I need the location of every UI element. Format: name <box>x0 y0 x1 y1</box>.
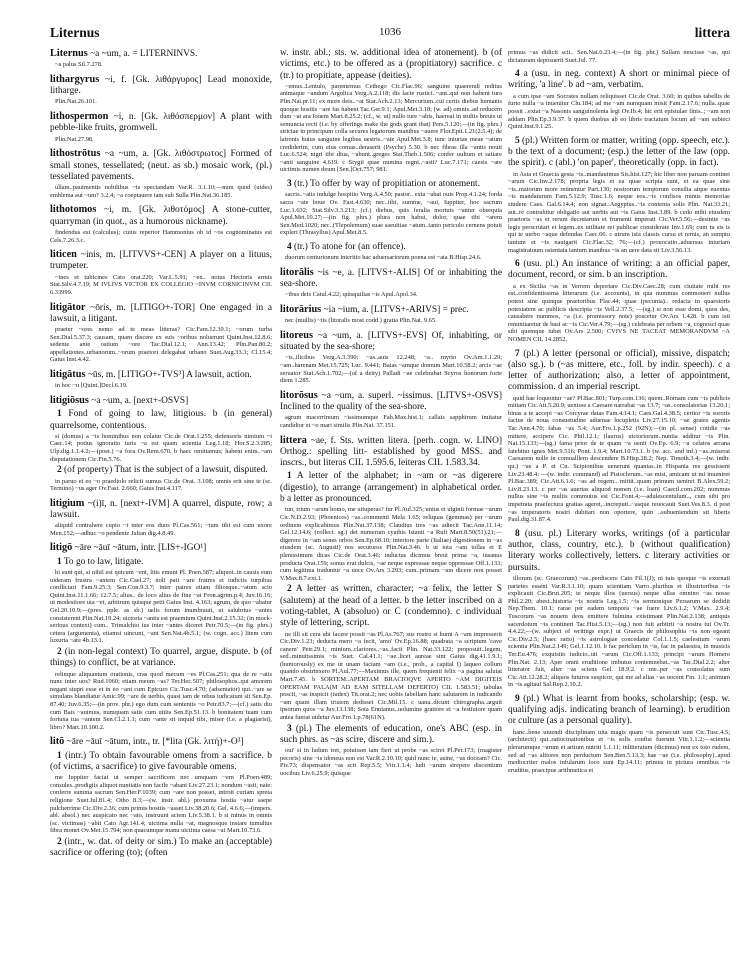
entry-definition: litorōsus ~a ~um, a. superl. ~issimus. [LITVS+-OSVS] Inclined to the quality of the sea-shore. <box>280 389 502 413</box>
sense-block <box>280 242 502 262</box>
citations: quid hae loquontur ~ae? Pl.Bac.801; Turp.com.136; quem..Romam cum ~is publicis mittam Cic.Att.5.20.9; uenisse a Caesare narrabat ~as 13.7; ~as..consolatorias 13.20.1; binas a te accepi ~as Corcyrae datas Fam.4.14.1; Caes.Gal.4.38.5; certior ~is sororis factus de noua consuetudine aduenae locupletis Liv.27.15.10; ~ae grates agentis Tac.Ann.4.70; fabas ~as 5.4; Aur.Fro.1.p.252 (92N);—(in pl. sense) cotidie ~as mittere, accipere Cic. Phil.12.1; (laurus) uictoriorum..nuntia additur ~is Plin. Nat.15.133;—(sg.) fama prior de te quam ~a uenit Ov.Ep. 6.9; ~a celatos arcana fatebitur ignes Met.9.516; Pont. 1.9.4; Mart.10.73.1. b (w. acc. and inf.) ~as..miserat Caesarem nolle in comualllem descendere B.Hisp.28.2; Nep. Timoth.3.4;—(w. indir. qu.) ~ae a P. et Cn. Scipionibus uenerunt quantas..in Hispania res gessissent Liv.23.48.4; —(w. indir. command) ad Pistoclerum..~as misi, amicam ut mi inueniret Pl.Bac.389; Cic.Att.6.1.6; ~as ad regem.. mittit..quam primum ueniret B.Alex.59.2; Liv.8.23.13. c per ~as auertas aliquod nomen (i.e. loan) Caecil.com.202; nummus nullus sine ~is multis commutus est Cic.Font.4;—adulescentulum.., cum sibi pro impetrata praefectura gratias ageret,..increpuit..~asque reuocauit Suet.Ves.8.3. d post ~as imperatoris nostri dubitari non oportere, quin ..subueniendum sit liberis Paul.dig.31.87.4. <box>508 394 730 524</box>
citations: a ex Sicilia ~as in Verrem deportare Cic.Div.Caec.28; cum ciuitate mihi res est..confidentissima litterarum (i.e. accounts), in qua nummus commoueri nullus potest sine quinque praetoribus Flac.44; quae (pecunia).. redacta in quaestoris potestatem ac publicis descripta ~is Vell.2.37.5; —(sg.) si non esse domi, quos des, causabere nummos, ~a (i.e. promissory note) poscetur Ov.Ars 1.428. b cum isti renuntiaretur de basi ac ~is Cic.Ver.4.79;—(sg.) celebrata per orbem ~a, cognosci quae sibi quemque iubet Ov.Ars 2.500; CVIVS NE TACEAT MEMORANDVM ~A NOMEN CIL 14.2852. <box>508 282 730 343</box>
sense-number: 2 <box>57 837 62 847</box>
column-2 <box>280 48 502 953</box>
dictionary-entry <box>50 736 272 859</box>
sense-definition: 2 (intr., w. dat. of deity or sim.) To make an (acceptable) sacrifice or offering (to); (often <box>50 837 272 859</box>
headword: litigātor <box>50 301 86 313</box>
citations: hi sunt qui, si nihil est quicum ~ent, litis emunt Pl. Poen.587; aliquot..in causis eum uideram frustra ~antem Cic.Cael.27; noli pati ~are fratres et iudiciis turpibus conflictari Fam.9.25.3; Sen.Con.9.3.7; inter patres etiam filiosque..~atum scio Quint.Inst.11.1.66; 12.7.5; alius.. de loco alius de fine ~at Fron.agrim.p.4; Juv.16.16; ut modestiore uia ~et, arbitrum quisque petit Gaius Inst. 4.163; agrum, de quo ~abatur Gel.20.10.9;—(pres. pple. as sb.) uelis forum inumbrauit, ut salubrius ~antes consisterent Plin.Nat.19.24; uictoria ~antis est praemium Quint.Inst.2.15.32; (in mock-serious context) cum.. Trimalchio ius inter ~antes diceret Petr.70.5;—(in fig. phrs.) cetera (argumenta), etiamsi uincunt, ~ant Sen.Nat.4b.5.1; (w. cogn. acc.) litem cum luxuria ~are 4b.13.1. <box>50 569 272 645</box>
entry-continuation <box>508 49 730 64</box>
citations: ~a palus Sil.7.278. <box>55 61 103 69</box>
sense-block <box>508 136 730 254</box>
dictionary-entry <box>50 111 272 143</box>
headword: litō <box>50 736 65 748</box>
dictionary-entry <box>50 249 272 296</box>
sense-block <box>508 694 730 774</box>
sense-block <box>508 529 730 689</box>
citations: sacris..~atis indulge hospitio Verg.A.4.50; pastor.. exta ~abat ouis Prop.4.1.24; forda sacra ~ate boue Ov. Fast.4.630; nec..tibi, summe, ~aui, Iuppiter, hoc sacrum Luc.1.632; Stat.Silv.3.3.213; (cf.) diebus, quis feralia mortuis ~antur obsequia Apul.Met.10.27;—(in fig. phrs.) plura non habui, dolor, quae tibi ~arem Sen.Med.1020; nec..(Tlepolemum) suae saeuitiae ~atum..tanto periculo cernens potuit expleri (Thrasyllus) Apul.Met.8.5. <box>280 191 502 237</box>
sense-number: 3 <box>287 179 292 190</box>
dictionary-entry <box>50 542 272 731</box>
citations: me Iuppiter faciat ut semper sacrificem nec umquam ~em Pl.Poen.489; consules..prodigiis aliquot nuntiatis non facile ~abant Liv.27.23.1; nondum ~asti, nate: conferre summa sacrum Sen.Her.F.1039; cum ~are non posset, introit curiam spreta religione Suet.Jul.81.4; Otho 8.3;—(w. instr. abl.) proxuma hostia ~atur saepe pulcherrime Cic.Div.2.36; cum primis hostiis ~asset Liv.38.20.6; Gel. 4.6.6;—(impers. abl. absol.) nec auspicato nec ~ato, instruunt aciem Liv.5.38.1. b si minus in omnis (sc. victimas) ~abit Cato Agr.141.4; uictima nulla ~at, magnosque instare tumultus fibra monet Ov.Met.15.794; non quacumque manu uictima caesa ~at Mart.10.73.6. <box>50 774 272 835</box>
sense-definition: 1 To go to law, litigate. <box>57 556 144 567</box>
dictionary-entry <box>50 498 272 538</box>
entry-definition: litigium ~(i)ī, n. [next+-IVM] A quarrel, dispute, row; a lawsuit. <box>50 497 272 520</box>
entry-definition: litigātus ~ūs, m. [LITIGO+-TVS³] A lawsuit, action. <box>50 369 252 381</box>
citations: ~ines et tubicines Cato orat.220; Var.L.5.91; ~en.. notus Hectoris armis Stat.Silv.4.7.19; M IVLIVS VICTOR EX COLLEGIO ~INVM CORNICINVM CIL 6.33999. <box>50 273 272 296</box>
headword: litorālis <box>280 266 314 278</box>
sense-definition: 2 (of property) That is the subject of a lawsuit, disputed. <box>57 465 268 476</box>
headword: Liternus <box>50 48 88 59</box>
headword: lithargyrus <box>50 73 100 85</box>
citations: hanc..bene uiuendi disciplinam uita magis quam ~is persecuti sunt Cic.Tusc.4.5; (architecti) qui..ratiocinationibus et ~is solis confisi fuerunt Vitr.1.1.2;—scientia plerarumque ~arum et artium nutriti 1.1.11; inlitteratum (dicimus) non ex toto rudem, sed ad ~as altiores non perductum Sen.Ben.5.13.3; hae ~ae (i.e. philosophy)..apud mediocriter malos infularum loco sunt Ep.14.11; primus in pictura omnibus ~is eruditus, praecipue arithmetica et <box>508 728 730 774</box>
entry-definition: liticen ~inis, m. [LITVVS+-CEN] A player on a lituus, trumpeter. <box>50 249 272 272</box>
dictionary-entry <box>50 204 272 244</box>
citations: findendus est (calculus); cuius reperior Hammonius ob id ~os cognominatus est Cels.7.26.3.c. <box>50 228 272 244</box>
dictionary-entry <box>50 48 272 69</box>
entry-definition: litō ~āre ~āuī ~ātum, intr., tr. [*lita (Gk. λιτή)+-O³] <box>50 736 244 748</box>
citations: nec (mullis) ~iis (litoralis most codd.) gratia Plin.Nat. 9.65. <box>285 317 437 325</box>
sense-number: 1 <box>287 471 292 482</box>
sense-definition: 9 (pl.) What is learnt from books, scholarship; (esp. w. qualifying adjs. indicating branch of learning). b erudition or culture (as a personal quality). <box>508 693 730 727</box>
citations: in paruo et eo ~o praediolo relicti sumus Cic.de Orat. 3.108; omnis erit sine te (sc. Termino) ~us ager Ov.Fast. 2.660; Gaius Inst.4.117. <box>50 477 272 493</box>
headword: litigiōsus <box>50 394 89 406</box>
dictionary-entry <box>50 369 272 390</box>
entry-definition: lithostrōtus ~a ~um, a. [Gk. λιθόστρωτος] Formed of small stones, tessellated; (neut. as sb.) mosaic work, (pl.) tessellated pavements. <box>50 148 272 182</box>
headword: litorōsus <box>280 389 318 401</box>
sense-block <box>508 69 730 131</box>
entry-definition: litorārius ~ia ~ium, a. [LITVS+-ARIVS] = prec. <box>280 303 469 315</box>
running-head-last-word: littera <box>694 25 730 40</box>
entry-definition: litigiōsus ~a ~um, a. [next+-OSVS] <box>50 394 189 406</box>
sense-block <box>508 259 730 343</box>
citations: tun, trium ~arum homo, me uituperas? fur Pl.Aul.325; unius et uiginti formae ~arum Cic.N.D.2.93; (Phoenices) ~as..commenti Mela 1.65; reliquas (gemmas) per ~arum ordinem explicabimus Plin.Nat.37.138; Claudius tres ~as adiecit Tac.Ann.11.14; Gel.12.14.6; (collect. sg.) det numerum cyathis Istanti ~a Rufi Mart.8.50(51).21;—digerere in ~am senes orbos Sen.Ep.68.10; interiore parte (Italiae) digestionem in ~as eiusdem (sc. Augusti) nos secuturos Plin.Nat.3.46. b ut iota ~am tollas et E plenissimum dicas Cic.de Orat.3.46; inductus dicimus breui prima ~a, insanus producta Orat.159; sonus erat dulcis, ~ae neque expressae neque oppressae Off.1.133; cum legitima traduntur ~a uoce Ov.Ars 3.293; cum..primam ~am dicere non posset V.Max.8.7.ext.1. <box>280 506 502 582</box>
entry-definition: Liternus ~a ~um, a. = LITERNINVS. <box>50 48 198 59</box>
citations: in Asia et Graecia gesta ~is..mandauimus Sis.hist.127; hic liber non paruam continet ~arum Cic.Inv.2.178; propria legis et ea quae scripta sunt, et ea quae sine ~is..maiorum more retinentur Part.130; nostrorum temporum consilia atque euentus ~is mandaturum Fam.5.12.9; Tusc.1.6; neque eos..~is confisos minus memoriae studere Caes. Gal.6.14.4; non signat..Aegyptus..~is contenta solis Plin. Nat.33.21; aut..re contrahitur obligatio aut uerbis aut ~is Gaius Inst.3.89. b cedo mihi eiusdem praetoris ~as et rerum decretarum et frumenti imperati Cic.Ver.5.56;—desinite ~as legis perscrutari et legem..ex utilitate rei publicae considerate Inv.1.69; cum tu sis is qui te uerbo ~aque defendas Caec.66. c utrum ista classis cursu et remis, an sumptu tantum et ~is nauigarit Cic.Flac.32; 76;—(cf.) prouocatio..aduersus iniuriam magistratuum ostentata tantum inanibus ~is an uere data sit Liv.3.56.13. <box>508 170 730 254</box>
sense-definition: 1 A letter of the alphabet; in ~am or ~as digerere (digestio), to arrange (arrangement) in alphabetical order. b a letter as pronounced. <box>280 471 502 505</box>
sense-number: 2 <box>57 647 62 658</box>
dictionary-entry <box>280 330 502 385</box>
citations: in hoc ~u [Quint.]Decl.6.19. <box>55 382 128 390</box>
citations: ullam..pauimentis nobilibus ~is spectandam Var.R. 3.1.10;—num quod (uides) emblema aut ~um? 3.2.4; ~a coeptauere iam sub Sulla Plin.Nat.36.185. <box>50 184 272 199</box>
citations: si (domus) a ~is hominibus non colatur Cic.de Orat.1.255; defensoris nimium ~i Caec.14; potius ignoratio iuris ~a est quam scientia Leg.1.18; Hor.S.2.3.285; Ulp.dig.1.1.4.2;—(poet.) ~a fora Ov.Rem.670. b haec omittamus; habent enim..~am disputationem Cic.Fin.5.76. <box>50 432 272 463</box>
entry-definition: litorālis ~is ~e, a. [LITVS+-ALIS] Of or inhabiting the sea-shore. <box>280 266 502 290</box>
citations: relinque aliquantum orationis, cras quod mecum ~es Pl.Cas.251; qua de re ~atis nunc inter uos? Rud.1060; etiam meum ~as? Ter.Hec.507; philosophos..qui amorem negant stupri esse et in eo ~ant cum Epicuro Cic.Tusc.4.70; (adsentator) qui..~are se simulans blandiatur Amic.99; ~are de uerbis, quasi iam de rebus iudicatum sit Sen.Ep. 87.40; Juv.6.35;—(in prov. phr.) ego dum cum sententis ~o Petr.83.7;—(cf.) satis diu cum Bais ~auimus, numquam satis cum uitiis Sen.Ep.51.13. b bonitatem tuam cum fortuna tua ~antem Sen.Cl.2.1.1; cum ~ante sit inquid tibi, miser (i.e. a plagiarist), libro? Mart.10.100.2. <box>50 670 272 731</box>
citations: primus ~as didicit scit.. Sen.Nat.6.23.4;—(in fig. phr.) Sullam nescisse ~as, qui dictaturam deposuerit Suet.Jul. 77. <box>508 49 730 64</box>
headword: litoreus <box>280 329 313 341</box>
entry-definition: lithargyrus ~i, f. [Gk. λιθάργυρος] Lead monoxide, litharge. <box>50 73 272 97</box>
dictionary-entry <box>50 148 272 199</box>
running-head-first-word: Liternus <box>50 25 100 40</box>
entry-definition: litigō ~āre ~āuī ~ātum, intr. [LIS+-IGO¹] <box>50 542 207 554</box>
sense-definition: 5 (pl.) Written form or matter, writing (opp. speech, etc.). b the text of a document; (esp.) the letter of the law (opp. the spirit). c (abl.) 'on paper', theoretically (opp. in fact). <box>508 135 730 169</box>
sense-definition: 1 Fond of going to law, litigious. b (in general) quarrelsome, contentious. <box>50 409 272 431</box>
sense-number: 7 <box>515 348 520 359</box>
headword: litigō <box>50 542 73 554</box>
sense-number: 1 <box>57 409 62 420</box>
entry-continuation <box>280 48 502 174</box>
sense-block <box>280 179 502 237</box>
headword: lithotomos <box>50 204 97 216</box>
sense-definition: 2 A letter as written, character; ~a felix, the letter S (salutem) at the head of a letter. b the letter inscribed on a voting-tablet, A (absoluo) or C (condemno). c individual style of lettering, script. <box>280 584 502 629</box>
sense-definition: 3 (pl.) The elements of education, one's ABC (esp. in such phrs. as ~as scire, discere and sim.). <box>280 723 502 745</box>
citations: ~is..ilicibus Verg.A.3.390; ~as..auis 12.248; ~a.. myrto Ov.Am.1.1.29; ~am..harenam Met.15.725; Luc. 9.441; Baias ~amque domum Mart.10.58.2; arcis ~ae seruator Stat.Ach.1.702;—(of a deity) Palladi ~ae celebrabat Scyros honorum forte diem 1.285. <box>280 354 502 385</box>
column-1 <box>50 48 272 953</box>
sense-number: 8 <box>515 528 520 539</box>
citations: illorum (sc. Graecorum) ~as..perdiscere Cato Fil.1(J); ni tuis quoque ~is exornati parietes essent Var.R.3.1.10; quam scientiam Varro..pluribus et illustrioribus ~is explicauit Cic.Brut.205; te neque illos (uersus) neque ullas omnino ~as nosse Phil.2.20; abest..historia ~is nostris Leg.1.5; ~is sermonique Persarum se dedidit Nep.Them. 10.1; rarae per eadem tempora ~ae fuere Liv.6.1.2; V.Max. 2.9.4; Tuscorum ~as nouem deos emittere fulmina existimant Plin.Nat.2.138; antiquis sacerdotum ~is contineri Tac.Hist.5.13;—(sg.) non fuit arbitrii ~a nostra tui Ov.Tr. 4.4.22;—(w. subject of writings expr.) ut Graecis de philosophia ~is non egeant Cic.Div.2.5; (haec ratio) ~is astrologiae concedatur Col.1.1.5; caelestium ~arum scientia Plin.Nat.2.149; Gel.1.12.10. b fac periclum in ~is, fac in palaestra, in musicis Ter.Eu.476; exquisito iudicio..uti ~arum Cic.Off.1.133; principi ~arum Homero Plin.Nat. 2.13; Aper omni eruditione imbutus contemnebat..~as Tac.Dial.2.2; alter litterator fuit, alter ~as sciens Gel. 18.9.2. c me..per ~as consolatus sum Cic.Att.12.28.2; aliquos futuros suspicor, qui me ad alias ~as uocent Fin. 1.1; animum in ~is agitaui Sal.Rep.2.10.2. <box>508 574 730 689</box>
dictionary-entry <box>280 435 502 778</box>
sense-number: 4 <box>287 241 292 252</box>
headword: litorārius <box>280 303 322 315</box>
entry-definition: w. instr. abl.; sts. w. additional idea of atonement). b (of victims, etc.) to be offered as a (propitiatory) sacrifice. c (tr.) to propitiate, appease (deities). <box>280 48 502 81</box>
dictionary-page <box>50 0 730 963</box>
sense-definition: 4 a (usu. in neg. context) A short or minimal piece of writing, 'a line'. b ad ~am, verbatim. <box>508 69 730 91</box>
citations: agrum macerrimum ~issimumque Fab.Max.hist.1; callais sapphirum imitatur candidior et ~o mari similis Plin.Nat. 37.151. <box>280 414 502 429</box>
citations: ~emus..Lentulo, parentemus Cethego Cic.Flac.96; sanguine quaerendi reditus animaque ~andum Argolica Verg.A.2.118; dis lacte rustici..~ant..qui non habent tura Plin.Nat.pr.11; ex more deis..~at Stat.Ach.2.13; Mercurium..cui certis diebus humanis quoque hostiis ~are fas habent Tac.Ger.9.1; Apul.Met.3.18; (w. ad) omnis..ad reducem dum ~at ara Iouem Mart.8.25.2; (cf., w. ut) nullo ture ~abis, haereat in stultis breuis ut semuncia recti (i.e. by offerings make the gods grant that) Pers.5.120;—(in fig. phrs.) strictae in principum colla secures legatorum manibus ~auere Flor.Epit.1.21(2.5.4); de latronis huius sanguine legibus uestris..~ate Apul.Met.3.8; tunc iniuriae meae ~atum crediderim, cum eius comas..deraserit (Psyche) 5.30. b nec fibras illa ~antis nouit Luc.6.524; nigri tibi diua, ~abunt..greges Stat.Theb.1.506; confer uultum et satiare ~anti sanguine 4.619. c Stygii quae numina regni..~asti? Luc.7.171; caesis ~are uictimis numen deum [Sen.]Oct.757; 981. <box>280 82 502 174</box>
sense-number: 3 <box>287 723 292 734</box>
dictionary-entry <box>50 395 272 493</box>
citations: duorum centurionum interitio hac aduersariorum poena est ~ata B.Hisp.24.6. <box>285 254 482 262</box>
column-3 <box>508 48 730 953</box>
sense-definition: 4 (tr.) To atone for (an offence). <box>287 241 406 252</box>
sense-number: 2 <box>287 584 292 595</box>
headword: litigātus <box>50 369 86 381</box>
sense-definition: 7 (pl.) A letter (personal or official), missive, dispatch; (also sg.). b (~as mittere, etc., foll. by indir. speech). c a letter of authorization; also, a letter of appointment, commission. d an imperial rescript. <box>508 348 730 393</box>
sense-number: 1 <box>57 750 62 761</box>
entry-definition: litoreus ~a ~um, a. [LITVS+-EVS] Of, inhabiting, or situated by the sea-shore; <box>280 329 502 353</box>
sense-block <box>508 349 730 524</box>
sense-number: 2 <box>57 465 62 476</box>
citations: Plin.Nat.27.98. <box>55 135 94 143</box>
sense-definition: 1 (intr.) To obtain favourable omens from a sacrifice. b (of victims, a sacrifice) to give favourable omens. <box>50 750 272 772</box>
entry-definition: lithotomos ~i, m. [Gk. λιθοτόμος] A stone-cutter, quarryman (in quot., as a humorous nickname). <box>50 204 272 227</box>
headword: litigium <box>50 497 85 509</box>
dictionary-entry <box>280 390 502 430</box>
headword: littera <box>280 434 307 446</box>
sense-number: 5 <box>515 135 520 146</box>
headword: lithospermon <box>50 111 109 123</box>
entry-definition: litigātor ~ōris, m. [LITIGO+-TOR] One engaged in a lawsuit, a litigant. <box>50 301 272 324</box>
headword: lithostrōtus <box>50 148 101 160</box>
citations: ~ibus deis Catul.4.22; quisquilias ~is Apul.Apol.34. <box>285 291 418 299</box>
citations: praeter ~ores nemo ad te meas litteras? Cic.Fam.12.30.1; ~orum turba Sen.Dial.5.37.3; causam, quam discere ex suis ~oribus noluerunt Quint.Inst.12.8.6; sedente ante ostium ~ore Tac.Dial.12.1; Ann.13.42; Plin.Pan.80.2; appellationes..urbanorum..~orum praetori delegabat urbano Suet.Aug.33.3; Cl.15.4; Gaius Inst.4.42. <box>50 326 272 364</box>
sense-number: 1 <box>57 556 62 567</box>
sense-number: 4 <box>515 69 520 80</box>
running-head <box>50 25 730 43</box>
citations: a cum ipse ~am Socrates nullam reliquisset Cic.de Orat. 3.60; in quibus tabellis de furto nulla ~a inuenitur Clu.184; ad me ~am numquam misit Fam.2.17.6; nulla..quae possit ..extat ~a Nasonis sanguinolenta legi Ov.Ib.4; hic erit epistulae finis..; ~am non addam Plin.Ep.3.9.37. b quem duobus ab eo libris tractatum locum ad ~am subieci Quint.Inst.9.1.25. <box>508 92 730 131</box>
citations: oui' si in ludum iret, potuisset iam fieri ut probe ~as sciret Pl.Per.173; (magister pecoris) sine ~is idoneus non est Var.R.2.10.10; quid nunc te, asine, ~as doceam? Cic. Pis.73; dispensator ~as scit Rep.5.5; Vitr.1.1.4; ludi ~arum strepere discentium uocibus Liv.6.25.9; quisque <box>280 747 502 777</box>
dictionary-entry <box>280 267 502 299</box>
page-number: 1036 <box>379 26 401 38</box>
citations: Plin.Nat.26.101. <box>55 98 97 106</box>
entry-definition: lithospermon ~i, n. [Gk. λιθόσπερμον] A plant with pebble-like fruits, gromwell. <box>50 111 272 134</box>
dictionary-entry <box>50 74 272 106</box>
headword: liticen <box>50 249 77 261</box>
sense-definition: 2 (in non-legal context) To quarrel, argue, dispute. b (of things) to conflict, be at variance. <box>50 647 272 669</box>
citations: aliquid contrahere cupio ~i inter eos duos Pl.Cas.561; ~ium tibi est cum uxore Men.152;—adhuc ~o pendente Julian dig.4.8.49. <box>50 522 272 537</box>
sense-definition: 3 (tr.) To offer by way of propitiation or atonement. <box>287 179 480 190</box>
sense-number: 6 <box>515 259 520 270</box>
entry-definition: littera ~ae, f. Sts. written litera. [perh. cogn. w. LINO] Orthog.: spelling litt- established by good MSS. and inscrs., but literas CIL 1.595.6, leiteras CIL 1.583.34. <box>280 434 502 469</box>
dictionary-entry <box>280 304 502 325</box>
sense-definition: 6 (usu. pl.) An instance of writing: a an official paper, document, record, or sim. b an inscription. <box>508 259 730 281</box>
sense-number: 9 <box>515 693 520 704</box>
sense-definition: 8 (usu. pl.) Literary works, writings (of a particular author, class, country, etc.). b (without qualification) literary works collectively, letters. c literary activities or pursuits. <box>508 528 730 573</box>
dictionary-entry <box>50 302 272 365</box>
citations: ne illi sit cera ubi facere possit ~as Pl.As.767; sus rostro si humi A ~am impresserit Cic.Div.1.23; deducta mero ~a fecit, 'amo' Ov.Ep.16.88; quadrata ~a scriptum 'cave canem' Petr.29.1; minium..clariores..~as..facit Plin. Nat.33.122; proposuit..legem, sed..minutissimis ~is Suet. Cal.41.1; ~ae..licet aureae sint Gaius dig.41.1.9.1; (humorously) ex me ut unam faciam ~am (i.e., prob., a capital I) laqueo collum quando obstrinxero Pl.Aul.77;—Maximus ille, quem frequenti felix ~a pagina salutat Mart.7.45. b SORTEM..APERTAM BRACIOQVE APERTO ~AM DIGITEIS OPERTAM PALA(M AD EAM SITELLAM DEFERTO) CIL 1.583.51; tabulas poscit, ~as inspicit (iudex) Tit.orat.2; nec uobis tabellam hanc salutarem in iudicando ~am quam illam tristem dedisset Cic.Mil.15. c uana..dicunt chirographa..arguit ipsorum quos ~a Juv.13.138; Sota Ennianus..uolumine gratiore et ~a festiuiore quam antea fuerat uidetur Aur.Fro.1.p.78(61N). <box>280 630 502 722</box>
